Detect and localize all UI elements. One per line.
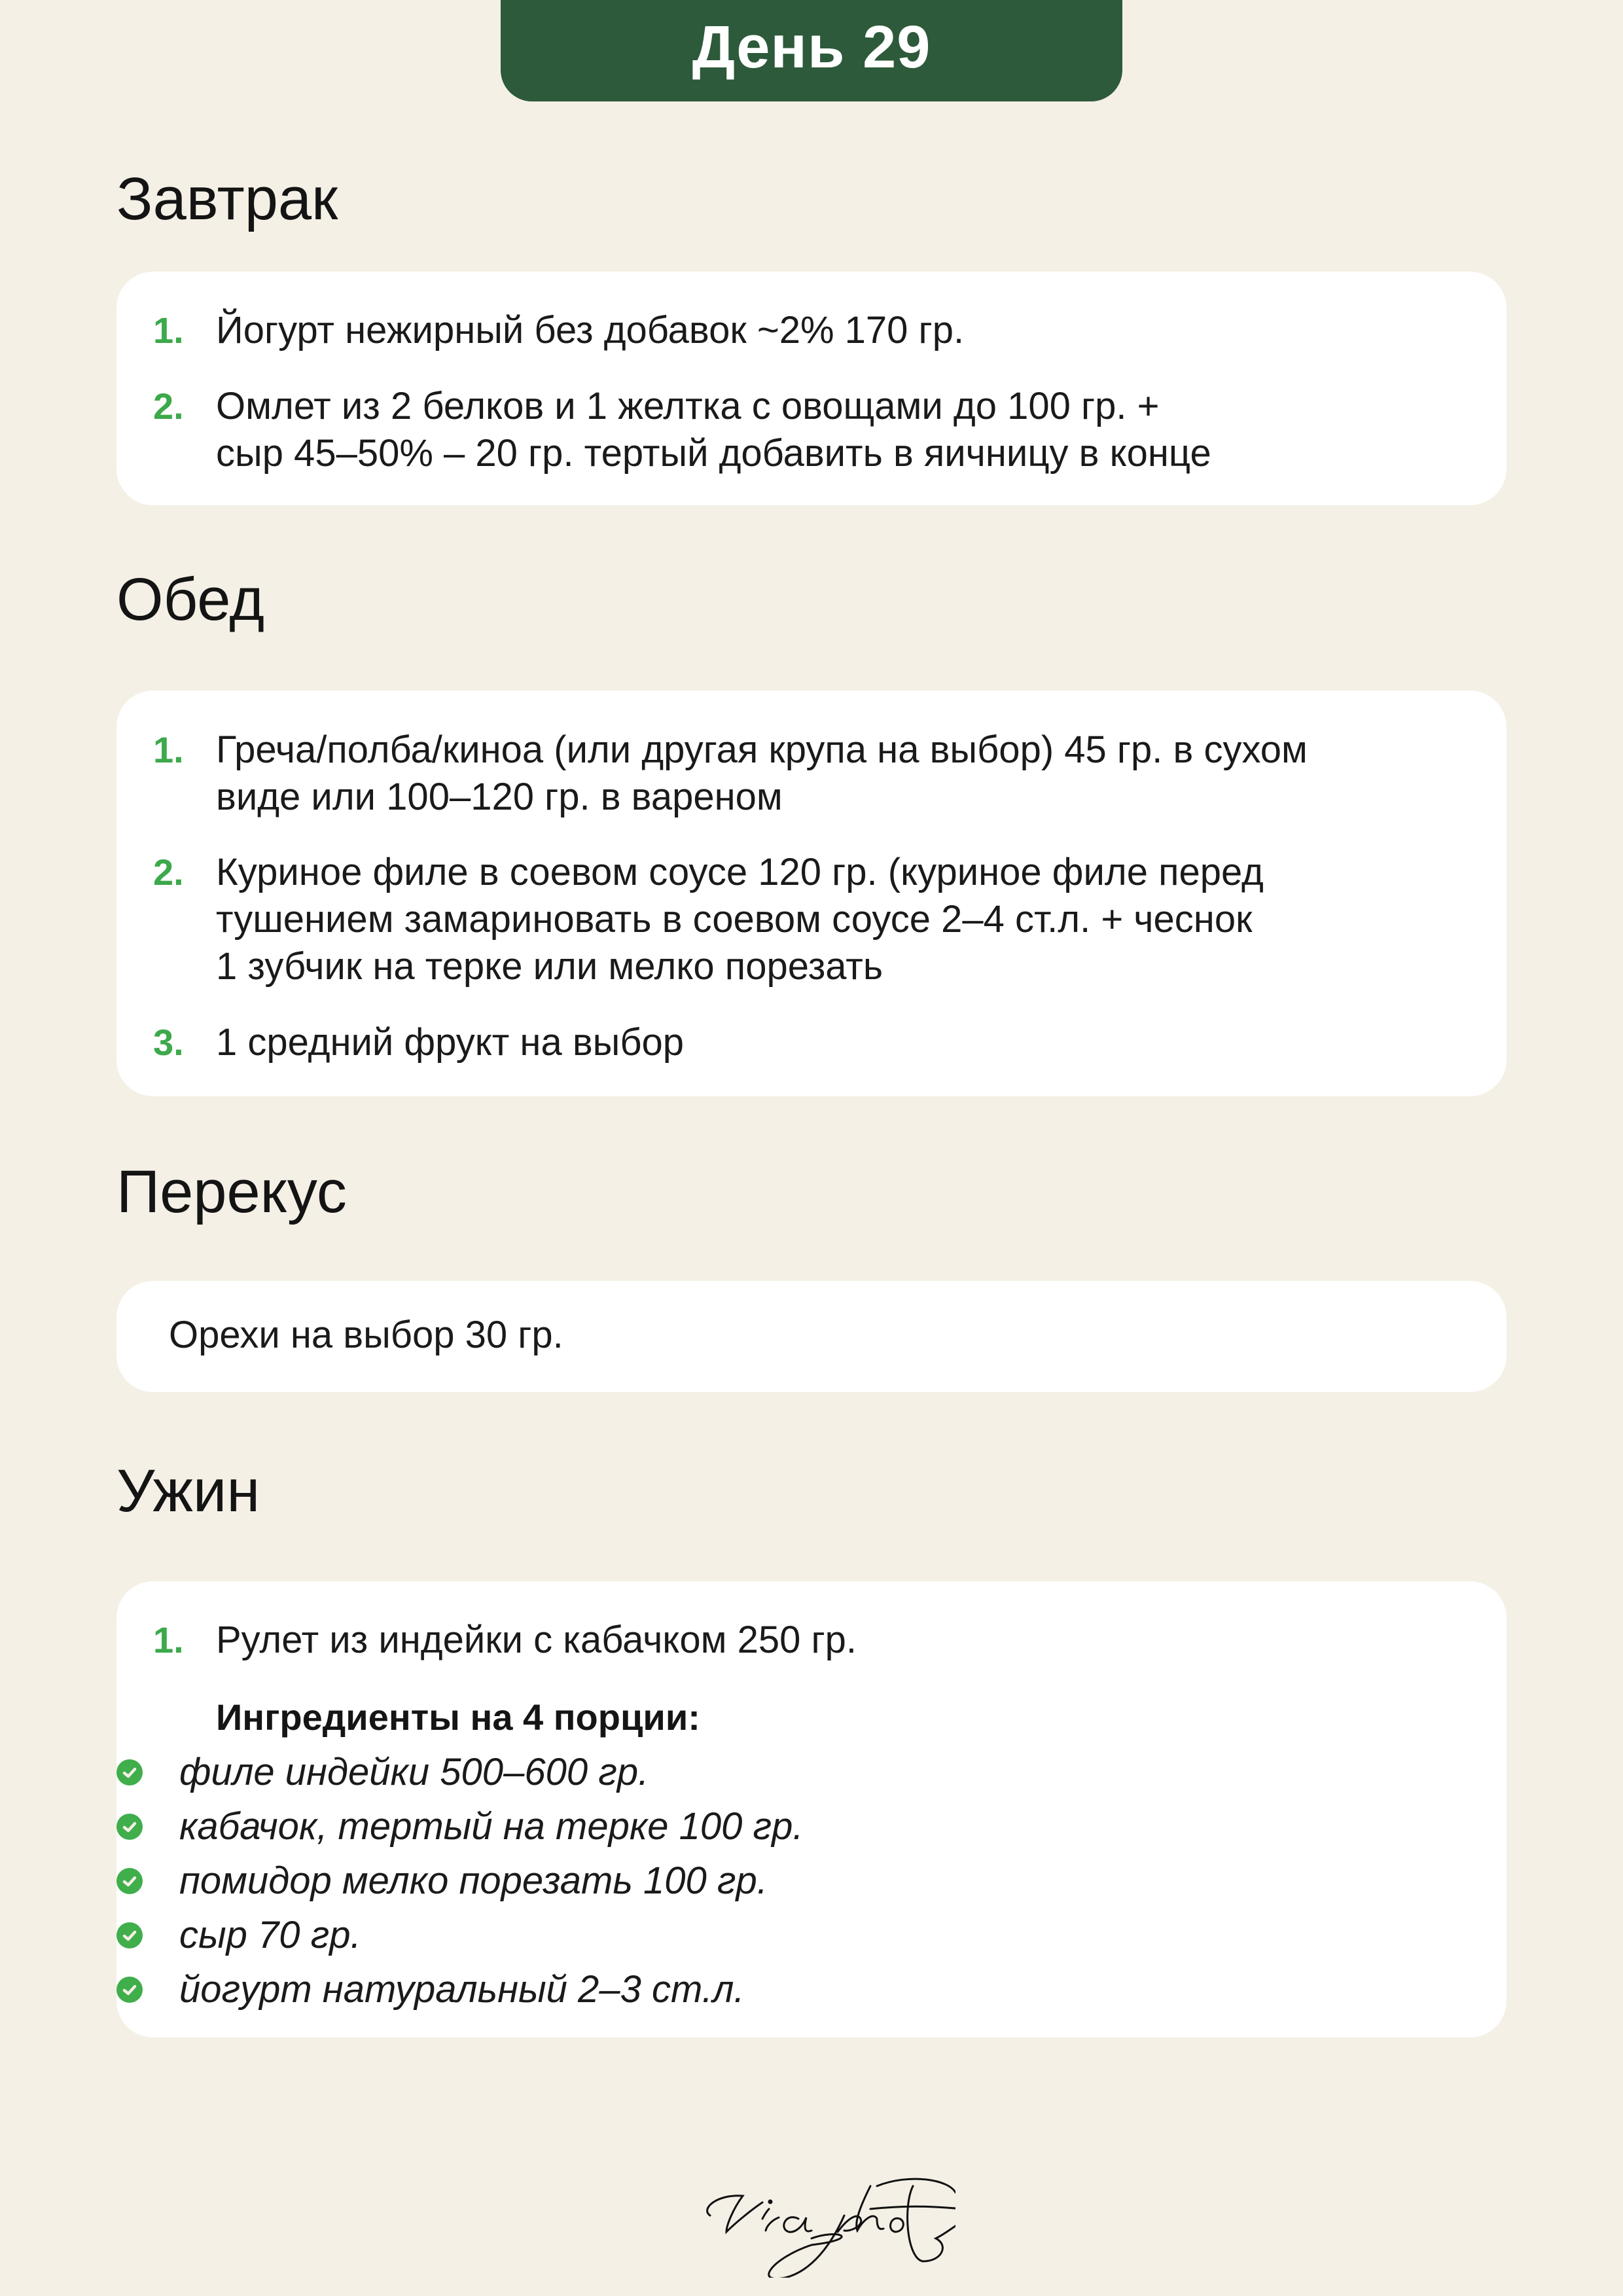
check-circle-icon: [116, 1814, 143, 1840]
snack-card: [116, 1281, 1507, 1392]
dinner-title: Ужин: [116, 1458, 260, 1524]
item-number: 2.: [153, 386, 184, 427]
item-number: 3.: [153, 1022, 184, 1063]
breakfast-card: [116, 272, 1507, 505]
snack-title: Перекус: [116, 1158, 347, 1225]
ingredient-text: филе индейки 500–600 гр.: [179, 1750, 649, 1793]
ingredients-title: Ингредиенты на 4 порции:: [216, 1696, 700, 1738]
item-text: [216, 726, 1454, 821]
snack-text: Орехи на выбор 30 гр.: [169, 1314, 563, 1356]
item-line: 1 зубчик на терке или мелко порезать: [216, 945, 883, 988]
breakfast-title: Завтрак: [116, 166, 338, 232]
item-line: виде или 100–120 гр. в вареном: [216, 776, 783, 818]
ingredient-item: [179, 1799, 804, 1854]
ingredient-item: [179, 1745, 803, 1799]
day-header-pill: [501, 0, 1122, 101]
item-number: 2.: [153, 852, 184, 893]
check-circle-icon: [116, 1922, 143, 1948]
item-line: Омлет из 2 белков и 1 желтка с овощами до 100 гр. +: [216, 385, 1160, 427]
lunch-card: [116, 691, 1507, 1096]
ingredient-text: кабачок, тертый на терке 100 гр.: [179, 1804, 804, 1848]
ingredient-text: помидор мелко порезать 100 гр.: [179, 1859, 768, 1902]
item-text: [216, 849, 1454, 990]
ingredient-text: йогурт натуральный 2–3 ст.л.: [179, 1967, 745, 2011]
item-line: 1 средний фрукт на выбор: [216, 1021, 685, 1064]
item-text: [216, 1019, 1454, 1066]
ingredient-item: [179, 1962, 803, 2017]
item-line: Греча/полба/киноа (или другая крупа на выбор) 45 гр. в сухом: [216, 728, 1308, 771]
item-number: 1.: [153, 310, 184, 351]
check-circle-icon: [116, 1977, 143, 2003]
check-circle-icon: [116, 1868, 143, 1894]
signature-logo-icon: [681, 2147, 955, 2278]
dinner-card: [116, 1581, 1507, 2037]
item-number: 1.: [153, 729, 184, 770]
item-line: Йогурт нежирный без добавок ~2% 170 гр.: [216, 309, 965, 351]
item-text: [216, 383, 1454, 477]
item-line: сыр 45–50% – 20 гр. тертый добавить в яичницу в конце: [216, 432, 1211, 475]
ingredient-item: [179, 1908, 803, 1962]
check-circle-icon: [116, 1759, 143, 1785]
lunch-title: Обед: [116, 566, 265, 633]
item-line: Рулет из индейки с кабачком 250 гр.: [216, 1619, 857, 1661]
ingredient-text: сыр 70 гр.: [179, 1913, 361, 1956]
item-text: [216, 1617, 1454, 1664]
item-line: Куриное филе в соевом соусе 120 гр. (куриное филе перед: [216, 851, 1264, 893]
item-text: [216, 307, 1454, 354]
ingredient-list: [179, 1745, 804, 2017]
item-number: 1.: [153, 1619, 184, 1660]
ingredient-item: [179, 1854, 803, 1908]
item-line: тушением замариновать в соевом соусе 2–4 ст.л. + чеснок: [216, 898, 1253, 941]
day-title: День 29: [692, 14, 931, 81]
